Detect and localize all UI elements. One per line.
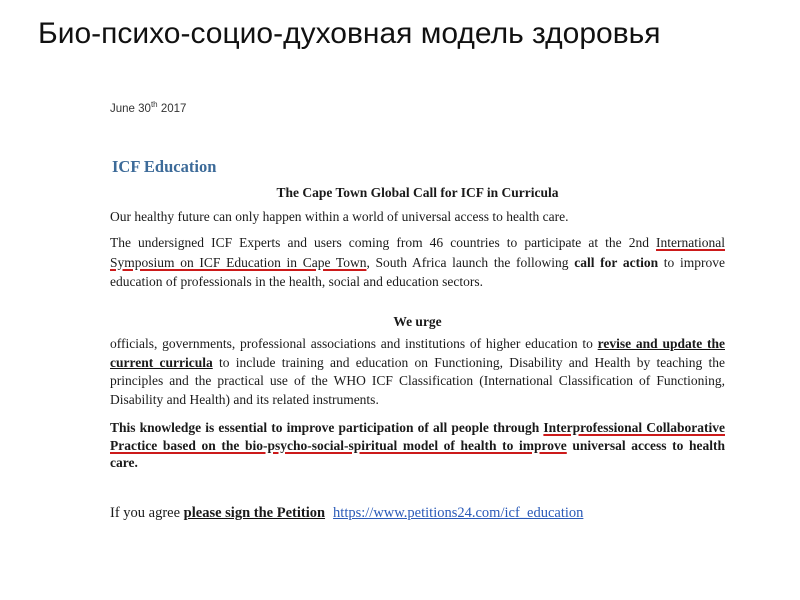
slide-title: Био-психо-социо-духовная модель здоровья <box>38 17 661 50</box>
paragraph-urge <box>110 335 725 409</box>
p2-text-b: , South Africa launch the following <box>366 254 575 270</box>
call-for-action: call for action <box>574 254 659 270</box>
date-suffix: th <box>150 100 158 109</box>
petition-link[interactable]: https://www.petitions24.com/icf_education <box>333 505 584 521</box>
paragraph-intro: Our healthy future can only happen within a world of universal access to health care. <box>110 209 569 224</box>
sign-petition-text: please sign the Petition <box>183 505 326 521</box>
interprofessional-practice: Interprofessional Collaborative Practice based on the bio-psycho-social-spiritual model of health to improve <box>110 420 725 453</box>
p4-text-a: This knowledge is essential to improve participation of all people through <box>110 420 544 435</box>
symposium-name: International Symposium on ICF Education in Cape Town <box>110 235 725 270</box>
date-prefix: June 30 <box>110 102 151 115</box>
date-year: 2017 <box>160 102 187 115</box>
we-urge-heading: We urge <box>393 314 442 329</box>
paragraph-knowledge <box>110 419 725 472</box>
document-title: The Cape Town Global Call for ICF in Curricula <box>276 185 559 200</box>
p3-text-b: to include training and education on Functioning, Disability and Health by teaching the principles and the practical use of the WHO ICF Classification (International Classification of Functioning, Disability and Health) and its related instruments. <box>110 354 725 407</box>
petition-line <box>110 505 583 522</box>
p2-text-c: to improve education of professionals in the health, social and education sectors. <box>110 254 725 289</box>
p3-text-a: officials, governments, professional associations and institutions of higher education to <box>110 336 598 351</box>
p2-text-a: The undersigned ICF Experts and users coming from 46 countries to participate at the 2nd <box>110 235 657 250</box>
paragraph-undersigned <box>110 233 725 292</box>
p5-prefix: If you agree <box>110 505 184 521</box>
p4-text-b: universal access to health care. <box>110 437 725 470</box>
icf-education-heading: ICF Education <box>112 157 217 176</box>
revise-curricula: revise and update the current curricula <box>110 336 725 370</box>
document-date <box>110 100 186 115</box>
